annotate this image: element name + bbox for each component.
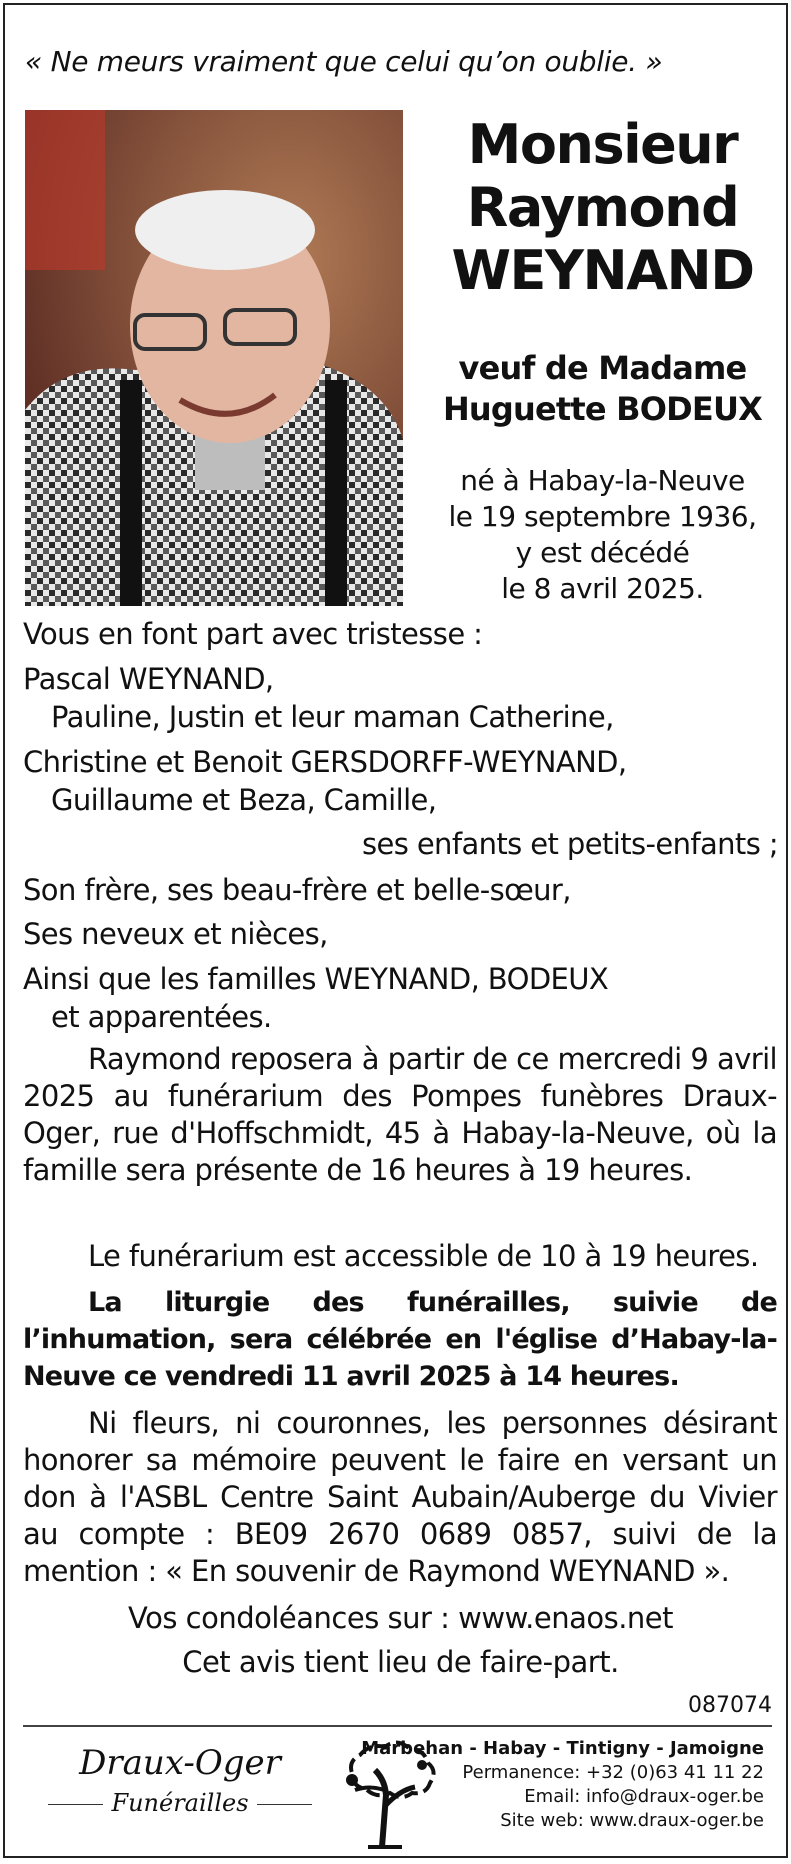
logo-subtitle (45, 1789, 315, 1817)
contact-phone: Permanence: +32 (0)63 41 11 22 (462, 1762, 764, 1783)
obituary-notice (3, 3, 788, 1858)
epigraph-quote: « Ne meurs vraiment que celui qu’on oublie. » (25, 45, 663, 78)
widow-line-2: Huguette BODEUX (442, 390, 763, 428)
birth-line-3: y est décédé (515, 536, 690, 569)
family-line: Son frère, ses beau-frère et belle-sœur, (23, 873, 571, 907)
deceased-name (425, 113, 780, 302)
name-title: Monsieur (467, 113, 738, 176)
birth-death-info (425, 463, 780, 607)
portrait-photo (25, 110, 403, 606)
funeral-home-contact (361, 1737, 764, 1833)
family-line: Ainsi que les familles WEYNAND, BODEUX (23, 962, 609, 996)
portrait-photo-icon (25, 110, 403, 606)
footer-divider (23, 1725, 772, 1727)
family-line: Christine et Benoit GERSDORFF-WEYNAND, (23, 745, 627, 779)
paragraph-wake: Raymond reposera à partir de ce mercredi 9 avril 2025 au funérarium des Pompes funèbres Draux-Oger, rue d'Hoffschmidt, 45 à Habay-la-Neuve, où la famille sera présente de 16 heures à 19 heures. (23, 1042, 777, 1187)
paragraph-donation: Ni fleurs, ni couronnes, les personnes désirant honorer sa mémoire peuvent le faire en versant un don à l'ASBL Centre Saint Aubain/Auberge du Vivier au compte : BE09 2670 0689 0857, suivi de la mention : « En souvenir de Raymond WEYNAND ». (23, 1406, 777, 1588)
family-line: Ses neveux et nièces, (23, 917, 328, 951)
birth-line-1: né à Habay-la-Neuve (460, 464, 745, 497)
notice-line: Cet avis tient lieu de faire-part. (182, 1645, 619, 1679)
condolences-line: Vos condoléances sur : www.enaos.net (127, 1601, 674, 1635)
family-line: Pascal WEYNAND, (23, 662, 274, 696)
logo-subtitle-text: Funérailles (111, 1789, 249, 1817)
birth-line-4: le 8 avril 2025. (501, 572, 704, 605)
family-line: et apparentées. (51, 1000, 272, 1034)
contact-towns: Marbehan - Habay - Tintigny - Jamoigne (361, 1738, 764, 1759)
contact-email: Email: info@draux-oger.be (524, 1786, 764, 1807)
family-line: Guillaume et Beza, Camille, (51, 783, 437, 817)
funeral-home-logo (45, 1743, 315, 1817)
reference-number: 087074 (688, 1693, 772, 1718)
name-first: Raymond (466, 176, 739, 239)
family-intro: Vous en font part avec tristesse : (23, 617, 483, 651)
widow-line-1: veuf de Madame (458, 349, 747, 387)
name-last: WEYNAND (451, 239, 754, 302)
widow-of (425, 348, 780, 430)
birth-line-2: le 19 septembre 1936, (448, 500, 757, 533)
logo-brand: Draux-Oger (79, 1743, 281, 1783)
family-line: ses enfants et petits-enfants ; (361, 827, 778, 861)
contact-web: Site web: www.draux-oger.be (500, 1810, 764, 1831)
paragraph-hours: Le funérarium est accessible de 10 à 19 heures. (88, 1239, 759, 1273)
paragraph-liturgy: La liturgie des funérailles, suivie de l’inhumation, sera célébrée en l'église d’Habay-la-Neuve ce vendredi 11 avril 2025 à 14 heures. (23, 1287, 777, 1392)
family-line: Pauline, Justin et leur maman Catherine, (51, 700, 614, 734)
